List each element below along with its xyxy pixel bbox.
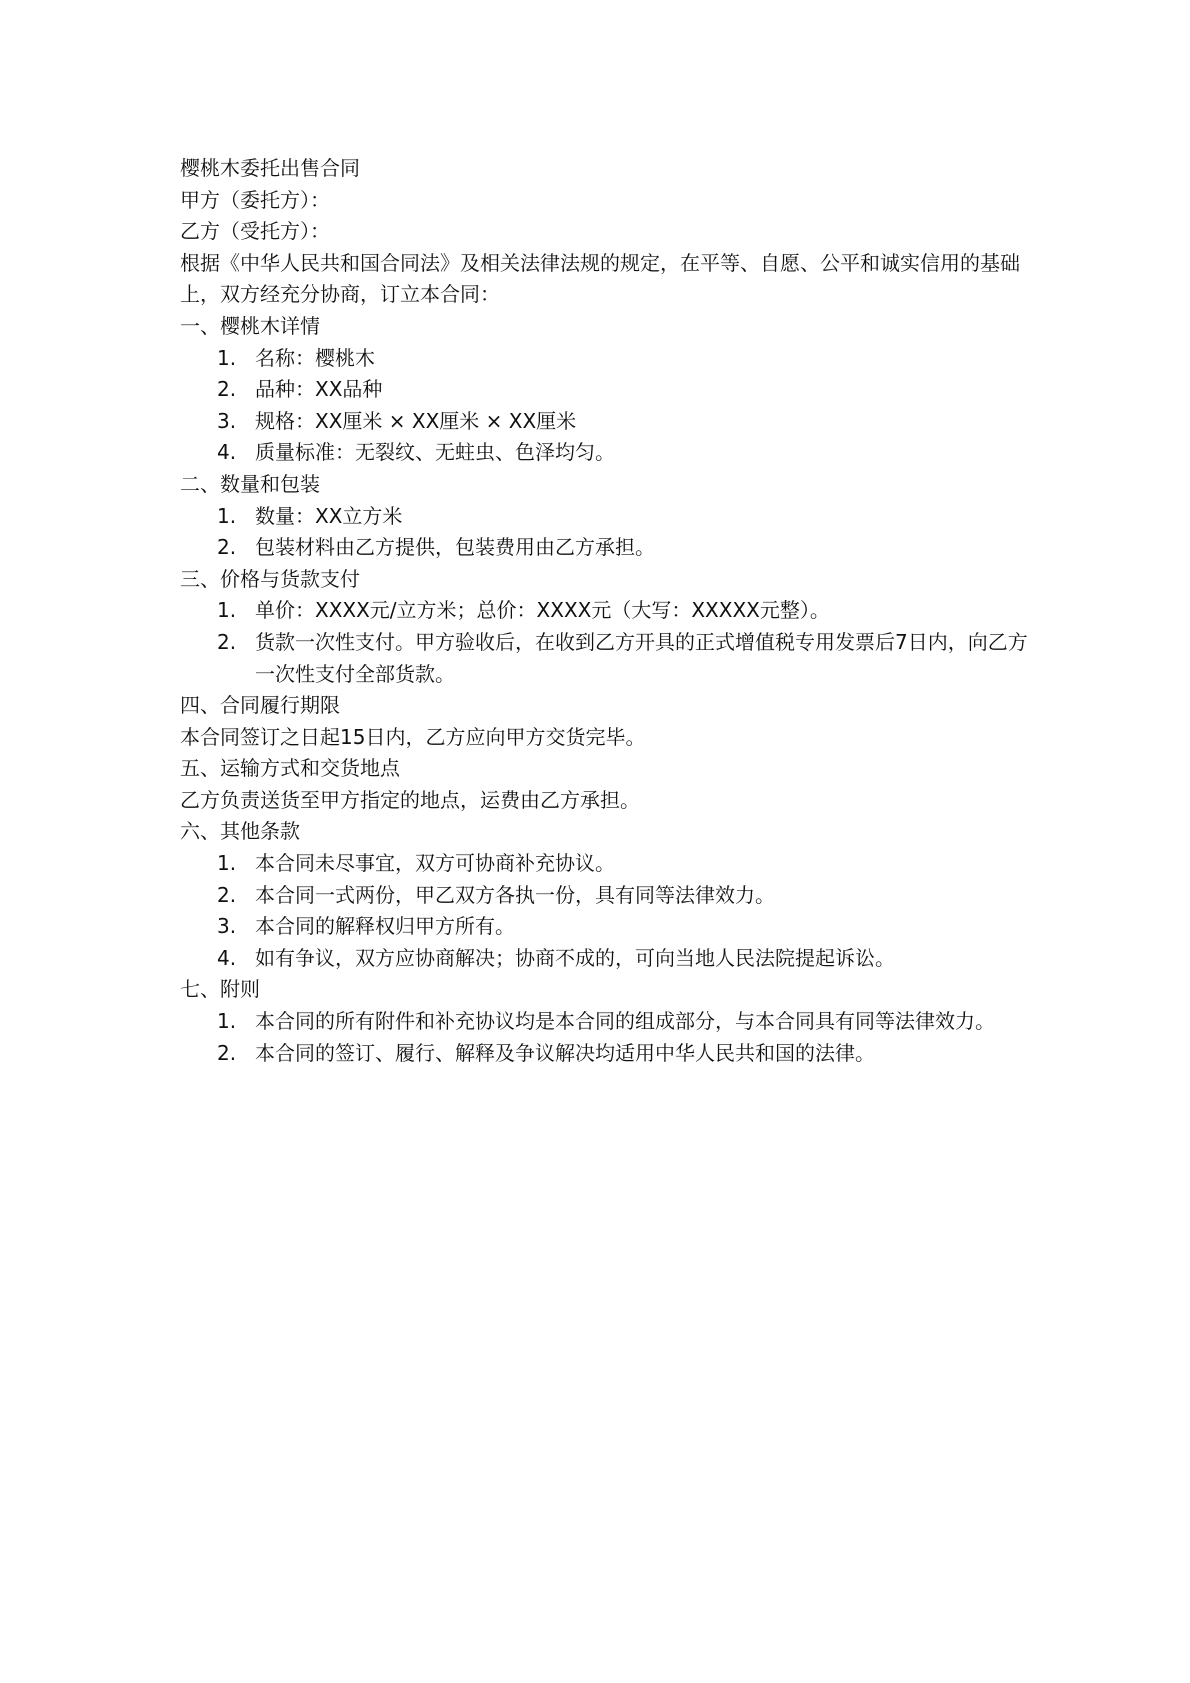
item-text: 数量：XX立方米 [255,503,403,528]
section-body: 本合同签订之日起15日内，乙方应向甲方交货完毕。 [180,724,646,749]
party-b-line: 乙方（受托方）： [180,219,330,244]
item-text: 如有争议，双方应协商解决；协商不成的，可向当地人民法院提起诉讼。 [255,945,895,970]
contract-title: 樱桃木委托出售合同 [180,156,360,180]
item-number: 1. [217,1009,237,1034]
item-number: 4. [217,945,237,970]
item-text: 本合同的所有附件和补充协议均是本合同的组成部分，与本合同具有同等法律效力。 [255,1009,995,1034]
item-text: 本合同的签订、履行、解释及争议解决均适用中华人民共和国的法律。 [255,1040,875,1065]
list-item [180,374,1060,406]
item-text: 质量标准：无裂纹、无蛀虫、色泽均匀。 [255,440,615,465]
item-text: 货款一次性支付。甲方验收后，在收到乙方开具的正式增值税专用发票后7日内，向乙方一次性支付全部货款。 [255,629,1028,686]
list-item [180,406,1060,438]
section-heading: 三、价格与货款支付 [180,566,360,591]
section-heading: 一、樱桃木详情 [180,313,320,338]
section-heading: 五、运输方式和交货地点 [180,756,400,781]
item-number: 3. [217,408,237,433]
list-item [180,1006,1060,1038]
section-heading: 四、合同履行期限 [180,693,340,718]
list-item [180,911,1060,943]
party-a-line: 甲方（委托方）： [180,187,330,212]
item-number: 1. [217,851,237,876]
list-item [180,532,1060,564]
item-number: 2. [217,629,237,654]
item-number: 4. [217,440,237,465]
item-number: 2. [217,1040,237,1065]
section-heading: 六、其他条款 [180,819,300,844]
item-number: 2. [217,882,237,907]
item-text: 包装材料由乙方提供，包装费用由乙方承担。 [255,535,655,560]
item-text: 本合同的解释权归甲方所有。 [255,914,515,939]
list-item [180,880,1060,912]
list-item [180,1038,1060,1070]
list-item [180,343,1060,375]
section-body: 乙方负责送货至甲方指定的地点，运费由乙方承担。 [180,787,640,812]
contract-page [180,153,1060,1069]
list-item [180,501,1060,533]
item-text: 本合同一式两份，甲乙双方各执一份，具有同等法律效力。 [255,882,775,907]
item-text: 规格：XX厘米 × XX厘米 × XX厘米 [255,408,577,433]
item-text: 品种：XX品种 [255,377,383,402]
item-number: 1. [217,345,237,370]
item-number: 2. [217,535,237,560]
item-number: 1. [217,598,237,623]
section-heading: 七、附则 [180,977,260,1002]
preamble-paragraph: 根据《中华人民共和国合同法》及相关法律法规的规定，在平等、自愿、公平和诚实信用的基础上，双方经充分协商，订立本合同： [180,250,1020,307]
item-text: 名称：樱桃木 [255,345,375,370]
list-item [180,595,1060,627]
list-item [180,627,1060,690]
item-text: 本合同未尽事宜，双方可协商补充协议。 [255,851,615,876]
list-item [180,437,1060,469]
list-item [180,943,1060,975]
item-number: 3. [217,914,237,939]
list-item [180,848,1060,880]
item-number: 1. [217,503,237,528]
item-number: 2. [217,377,237,402]
section-heading: 二、数量和包装 [180,471,320,496]
item-text: 单价：XXXX元/立方米；总价：XXXX元（大写：XXXXX元整）。 [255,598,830,623]
